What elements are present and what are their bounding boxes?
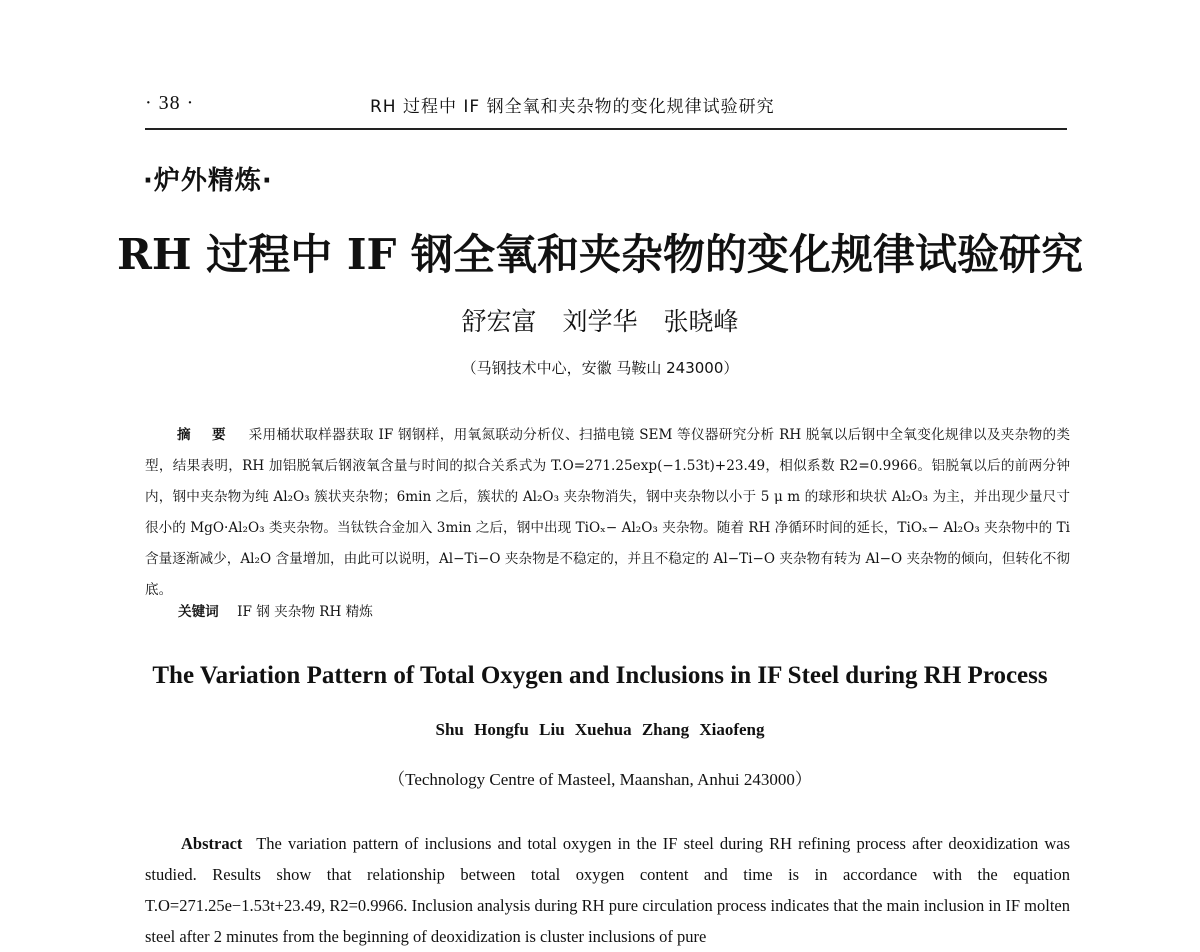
chinese-keywords-text: IF 钢 夹杂物 RH 精炼 [237,604,373,620]
chinese-abstract [145,420,1070,606]
chinese-keywords [178,600,373,620]
english-abstract [145,828,1070,952]
chinese-title: RH 过程中 IF 钢全氧和夹杂物的变化规律试验研究 [117,230,1083,279]
page-number: · 38 · [145,92,195,114]
chinese-keywords-label: 关键词 [178,604,219,620]
chinese-abstract-label: 摘 要 [177,427,234,443]
chinese-authors: 舒宏富 刘学华 张晓峰 [461,307,739,336]
english-affiliation: （Technology Centre of Masteel, Maanshan, Anhui 243000） [388,770,812,789]
english-abstract-text: The variation pattern of inclusions and total oxygen in the IF steel during RH refining process after deoxidization was studied. Results show that relationship between total oxygen content and time is in accordance with the equation T.O=271.25e−1.53t+23.49, R2=0.9966. Inclusion analysis during RH pure circulation process indicates that the main inclusion in IF molten steel after 2 minutes from the beginning of deoxidization is cluster inclusions of pure [145,834,1070,946]
english-authors: Shu Hongfu Liu Xuehua Zhang Xiaofeng [435,720,765,739]
chinese-affiliation: （马钢技术中心，安徽 马鞍山 243000） [461,359,739,377]
running-title: RH 过程中 IF 钢全氧和夹杂物的变化规律试验研究 [370,97,775,117]
english-abstract-label: Abstract [181,834,243,853]
chinese-abstract-text: 采用桶状取样器获取 IF 钢钢样，用氧氮联动分析仪、扫描电镜 SEM 等仪器研究分析 RH 脱氧以后钢中全氧变化规律以及夹杂物的类型，结果表明，RH 加铝脱氧后钢液氧含量与时间的拟合关系式为 T.O=271.25exp(−1.53t)+23.49，相似系数 R2=0.9966。铝脱氧以后的前两分钟内，钢中夹杂物为纯 Al₂O₃ 簇状夹杂物；6min 之后，簇状的 Al₂O₃ 夹杂物消失，钢中夹杂物以小于 5 μ m 的球形和块状 Al₂O₃ 为主，并出现少量尺寸很小的 MgO·Al₂O₃ 类夹杂物。当钛铁合金加入 3min 之后，钢中出现 TiOₓ− Al₂O₃ 夹杂物。随着 RH 净循环时间的延长，TiOₓ− Al₂O₃ 夹杂物中的 Ti 含量逐渐减少，Al₂O 含量增加，由此可以说明，Al−Ti−O 夹杂物是不稳定的，并且不稳定的 Al−Ti−O 夹杂物有转为 Al−O 夹杂物的倾向，但转化不彻底。 [145,427,1071,598]
header-divider [145,128,1067,130]
running-header [145,92,1067,126]
section-label: ·炉外精炼· [143,166,273,196]
english-title: The Variation Pattern of Total Oxygen and Inclusions in IF Steel during RH Process [152,662,1048,689]
